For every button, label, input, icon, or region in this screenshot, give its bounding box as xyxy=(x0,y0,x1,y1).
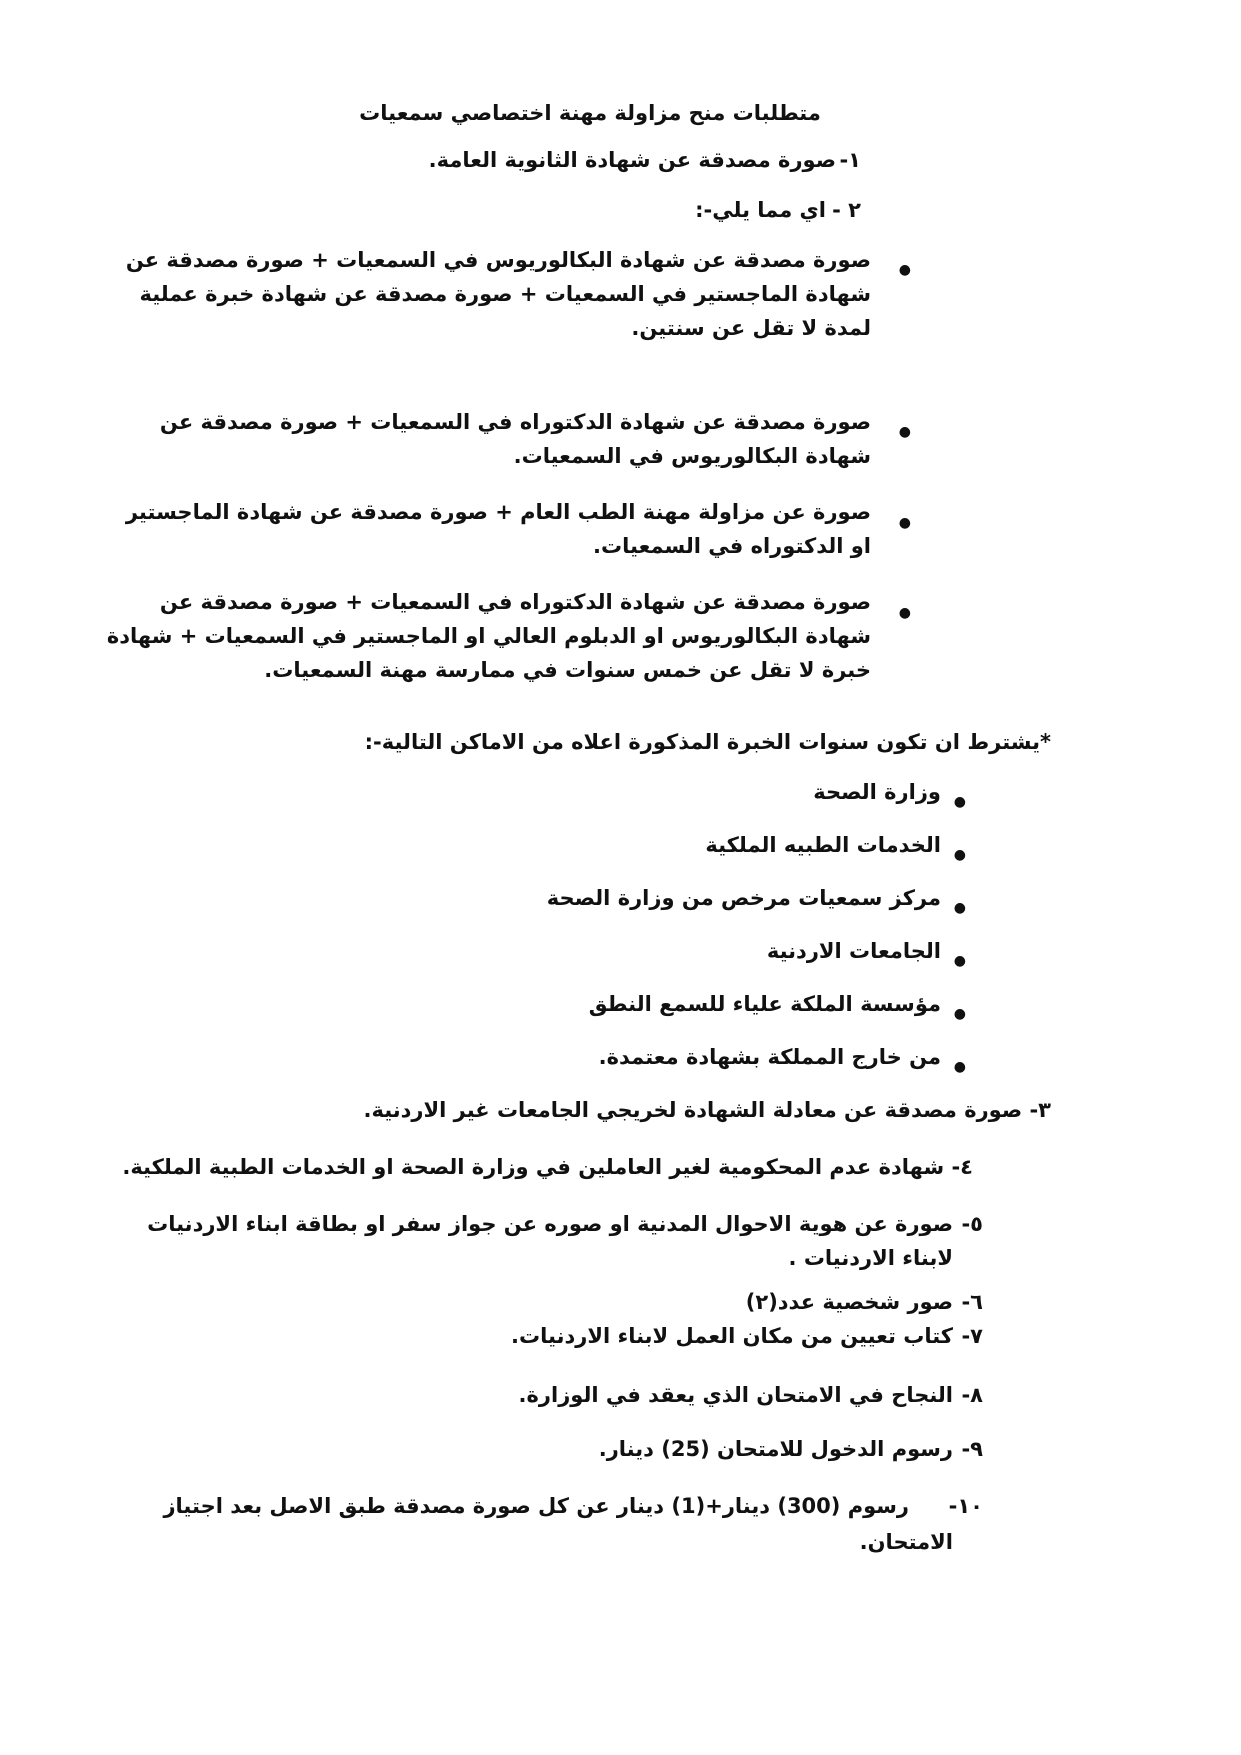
req7-text: كتاب تعيين من مكان العمل لابناء الاردنيات. xyxy=(511,1324,953,1348)
req6-number: ٦- xyxy=(961,1290,983,1314)
bullet-icon: ● xyxy=(898,424,911,440)
req10-line2: الامتحان. xyxy=(859,1530,953,1554)
req4-text: ٤- شهادة عدم المحكومية لغير العاملين في وزارة الصحة او الخدمات الطبية الملكية. xyxy=(122,1155,973,1179)
option1-line3: لمدة لا تقل عن سنتين. xyxy=(631,316,871,340)
req10-line1: رسوم (300) دينار+(1) دينار عن كل صورة مصدقة طبق الاصل بعد اجتياز xyxy=(163,1494,909,1518)
place-item: الجامعات الاردنية xyxy=(766,939,941,963)
req9-number: ٩- xyxy=(961,1437,983,1461)
req5-number: ٥- xyxy=(961,1212,983,1236)
req2-text: اي مما يلي-: xyxy=(695,198,826,222)
req6-text: صور شخصية عدد(٢) xyxy=(745,1290,953,1314)
option1-line1: صورة مصدقة عن شهادة البكالوريوس في السمعيات + صورة مصدقة عن xyxy=(125,248,871,272)
bullet-icon: ● xyxy=(953,953,966,969)
bullet-icon: ● xyxy=(953,900,966,916)
option4-line3: خبرة لا تقل عن خمس سنوات في ممارسة مهنة السمعيات. xyxy=(264,658,871,682)
req1-number: ١- xyxy=(839,148,861,172)
req5-line1: صورة عن هوية الاحوال المدنية او صوره عن جواز سفر او بطاقة ابناء الاردنيات xyxy=(147,1212,953,1236)
req10-number: ١٠- xyxy=(948,1494,983,1518)
place-item: وزارة الصحة xyxy=(813,780,941,804)
bullet-icon: ● xyxy=(953,847,966,863)
option4-line2: شهادة البكالوريوس او الدبلوم العالي او الماجستير في السمعيات + شهادة xyxy=(106,624,871,648)
bullet-icon: ● xyxy=(898,605,911,621)
req2-number: ٢ - xyxy=(832,198,861,222)
experience-note: *يشترط ان تكون سنوات الخبرة المذكورة اعلاه من الاماكن التالية-: xyxy=(364,730,1051,754)
req9-text: رسوم الدخول للامتحان (25) دينار. xyxy=(598,1437,953,1461)
option2-line1: صورة مصدقة عن شهادة الدكتوراه في السمعيات + صورة مصدقة عن xyxy=(159,410,871,434)
req1-text: صورة مصدقة عن شهادة الثانوية العامة. xyxy=(428,148,836,172)
place-item: مركز سمعيات مرخص من وزارة الصحة xyxy=(546,886,941,910)
option3-line1: صورة عن مزاولة مهنة الطب العام + صورة مصدقة عن شهادة الماجستير xyxy=(125,500,871,524)
page-title: متطلبات منح مزاولة مهنة اختصاصي سمعيات xyxy=(359,101,821,125)
bullet-icon: ● xyxy=(898,262,911,278)
req8-number: ٨- xyxy=(961,1383,983,1407)
req8-text: النجاح في الامتحان الذي يعقد في الوزارة. xyxy=(518,1383,953,1407)
option1-line2: شهادة الماجستير في السمعيات + صورة مصدقة عن شهادة خبرة عملية xyxy=(139,282,871,306)
option4-line1: صورة مصدقة عن شهادة الدكتوراه في السمعيات + صورة مصدقة عن xyxy=(159,590,871,614)
place-item: من خارج المملكة بشهادة معتمدة. xyxy=(598,1045,941,1069)
option2-line2: شهادة البكالوريوس في السمعيات. xyxy=(513,444,871,468)
bullet-icon: ● xyxy=(953,794,966,810)
bullet-icon: ● xyxy=(953,1059,966,1075)
place-item: مؤسسة الملكة علياء للسمع النطق xyxy=(588,992,941,1016)
option3-line2: او الدكتوراه في السمعيات. xyxy=(593,534,871,558)
req3-text: ٣- صورة مصدقة عن معادلة الشهادة لخريجي الجامعات غير الاردنية. xyxy=(363,1098,1051,1122)
req7-number: ٧- xyxy=(961,1324,983,1348)
bullet-icon: ● xyxy=(898,515,911,531)
req5-line2: لابناء الاردنيات . xyxy=(788,1246,953,1270)
bullet-icon: ● xyxy=(953,1006,966,1022)
place-item: الخدمات الطبيه الملكية xyxy=(705,833,941,857)
